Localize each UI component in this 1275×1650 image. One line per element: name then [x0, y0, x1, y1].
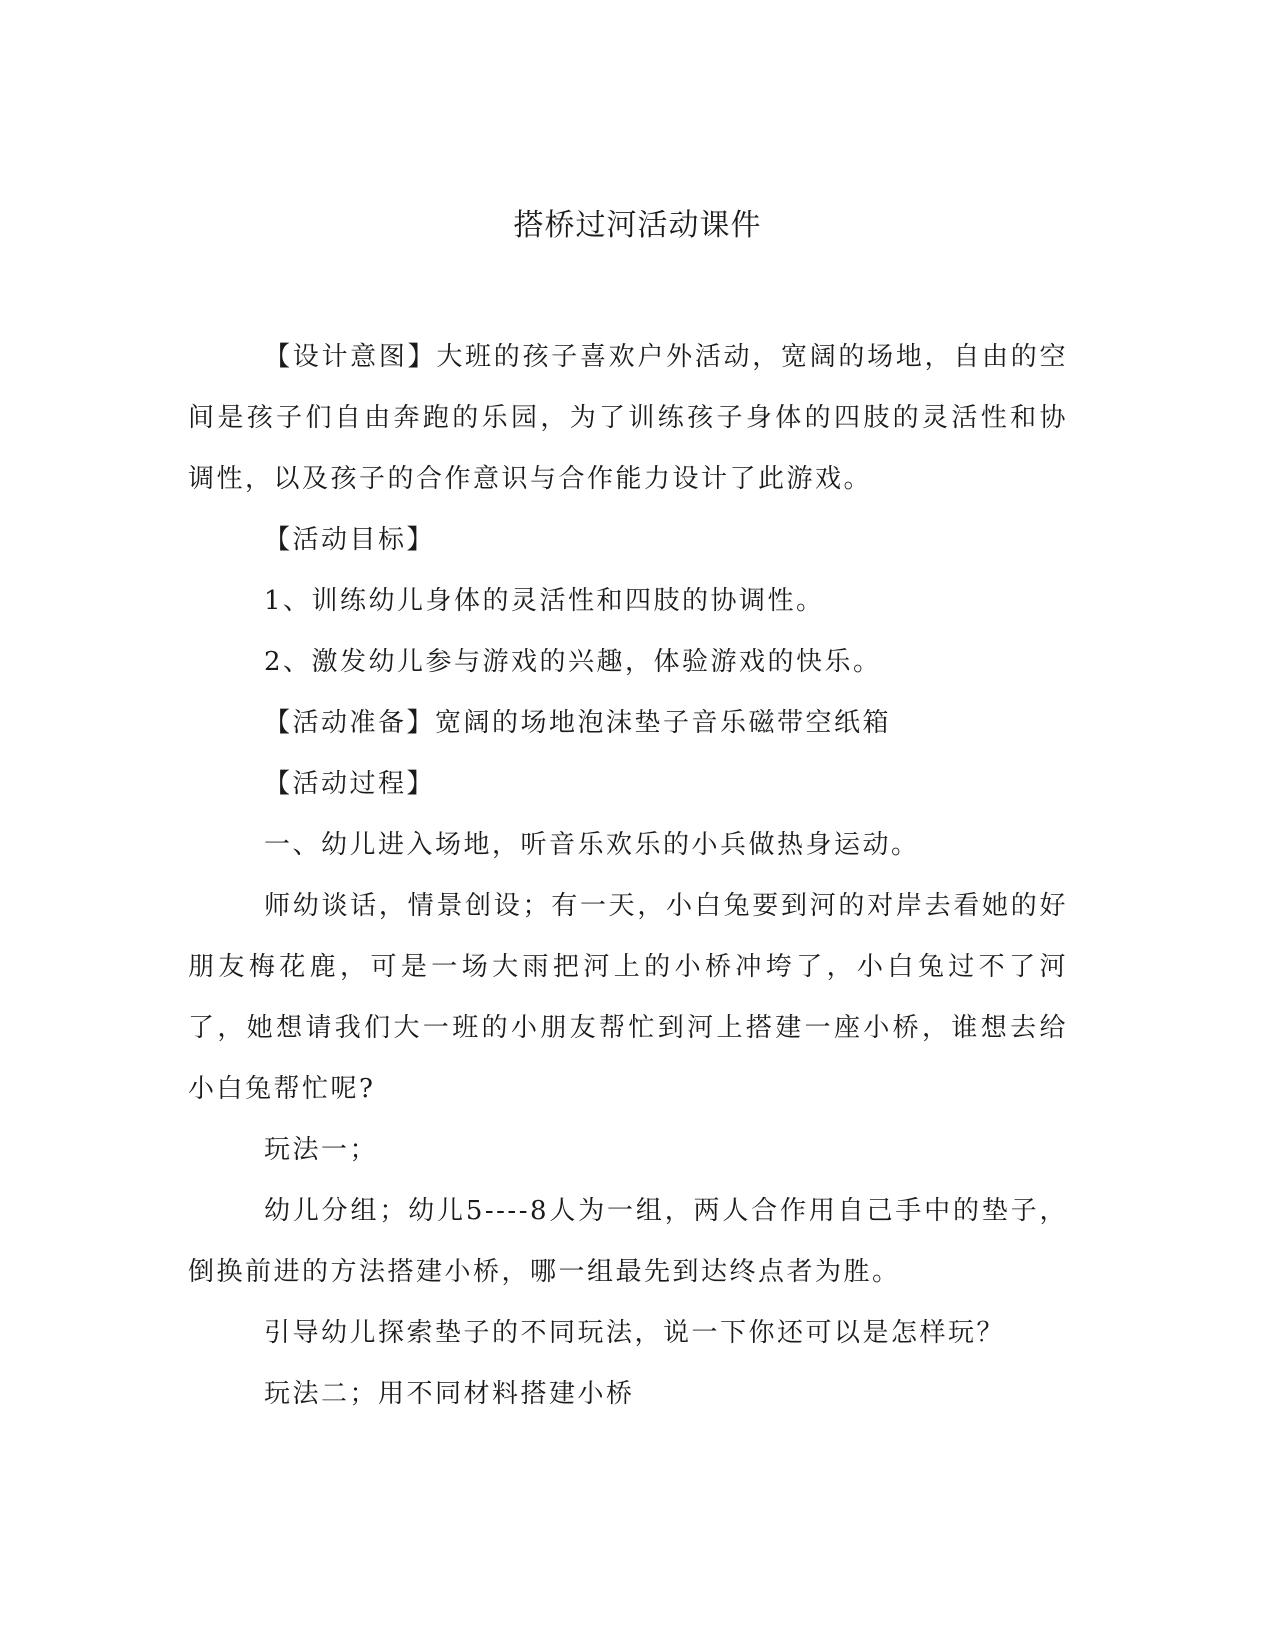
goal-item-2: 2、激发幼儿参与游戏的兴趣，体验游戏的快乐。 — [264, 647, 882, 677]
process-step-1: 一、幼儿进入场地，听音乐欢乐的小兵做热身运动。 — [264, 830, 920, 860]
document-title: 搭桥过河活动课件 — [513, 208, 762, 243]
heading-gameplay-2: 玩法二；用不同材料搭建小桥 — [264, 1379, 635, 1409]
document-body — [188, 327, 1068, 1425]
goal-item-1: 1、训练幼儿身体的灵活性和四肢的协调性。 — [264, 586, 825, 616]
paragraph-design-intent: 【设计意图】大班的孩子喜欢户外活动，宽阔的场地，自由的空间是孩子们自由奔跑的乐园，为了训练孩子身体的四肢的灵活性和协调性，以及孩子的合作意识与合作能力设计了此游戏。 — [188, 342, 1068, 494]
heading-activity-process: 【活动过程】 — [264, 769, 436, 799]
paragraph-explore: 引导幼儿探索垫子的不同玩法，说一下你还可以是怎样玩？ — [264, 1318, 1006, 1348]
paragraph-activity-preparation: 【活动准备】宽阔的场地泡沫垫子音乐磁带空纸箱 — [264, 708, 892, 738]
paragraph-scenario: 师幼谈话，情景创设；有一天，小白兔要到河的对岸去看她的好朋友梅花鹿，可是一场大雨把河上的小桥冲垮了，小白兔过不了河了，她想请我们大一班的小朋友帮忙到河上搭建一座小桥，谁想去给小白兔帮忙呢? — [188, 891, 1068, 1104]
heading-gameplay-1: 玩法一； — [264, 1135, 379, 1165]
paragraph-grouping: 幼儿分组；幼儿5----8人为一组，两人合作用自己手中的垫子，倒换前进的方法搭建小桥，哪一组最先到达终点者为胜。 — [188, 1196, 1068, 1287]
heading-activity-goals: 【活动目标】 — [264, 525, 436, 555]
